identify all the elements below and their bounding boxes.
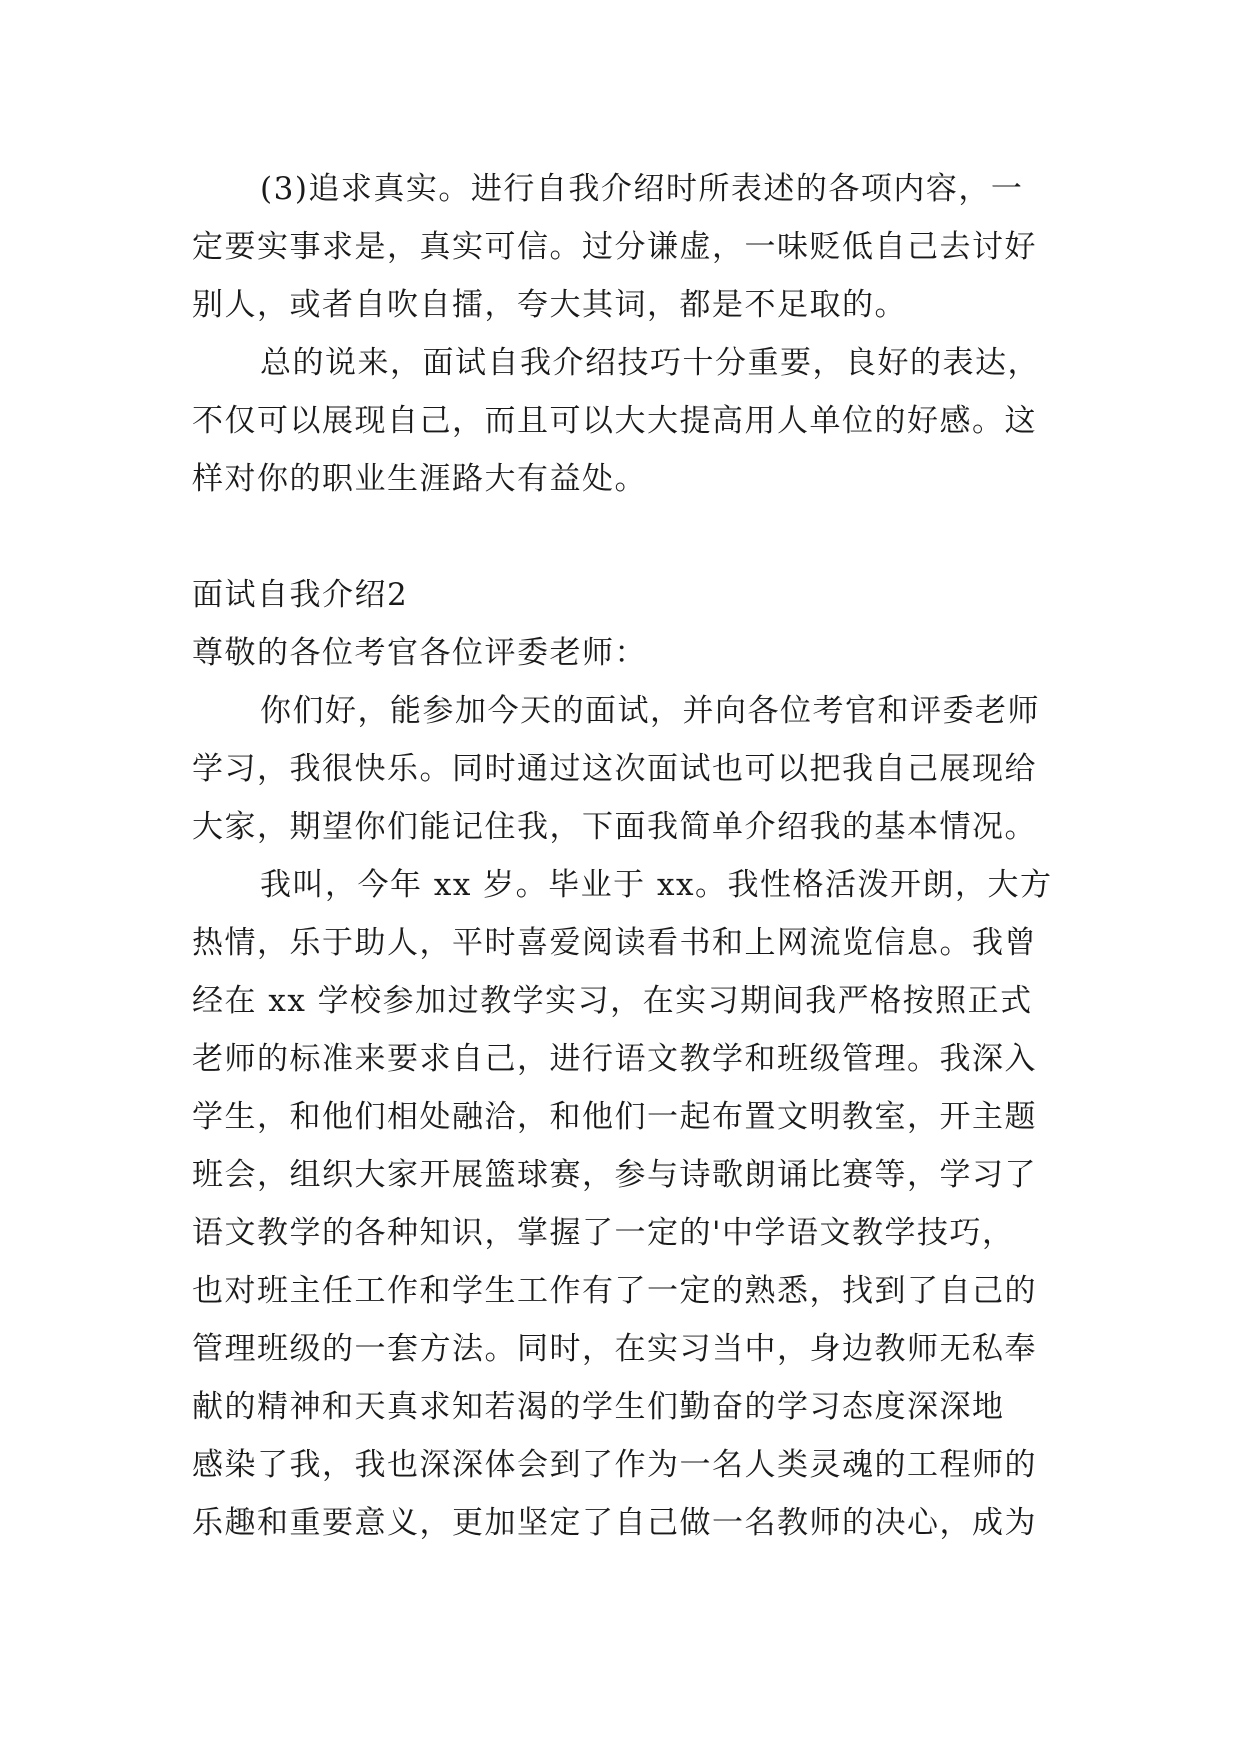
section-title: 面试自我介绍2 — [192, 577, 409, 613]
paragraph-seek-truth — [192, 160, 1052, 334]
text-line: 热情，乐于助人，平时喜爱阅读看书和上网流览信息。我曾 — [192, 925, 1037, 961]
text-line: 感染了我，我也深深体会到了作为一名人类灵魂的工程师的 — [192, 1447, 1037, 1483]
text-line: 学习，我很快乐。同时通过这次面试也可以把我自己展现给 — [192, 751, 1037, 787]
text-line: 语文教学的各种知识，掌握了一定的'中学语文教学技巧， — [192, 1215, 1015, 1251]
text-line: 也对班主任工作和学生工作有了一定的熟悉，找到了自己的 — [192, 1273, 1037, 1309]
text-line: 大家，期望你们能记住我，下面我简单介绍我的基本情况。 — [192, 809, 1037, 845]
text-line: 乐趣和重要意义，更加坚定了自己做一名教师的决心，成为 — [192, 1505, 1037, 1541]
text-line: 班会，组织大家开展篮球赛，参与诗歌朗诵比赛等，学习了 — [192, 1157, 1037, 1193]
text-line: 学生，和他们相处融洽，和他们一起布置文明教室，开主题 — [192, 1099, 1037, 1135]
text-line: (3)追求真实。进行自我介绍时所表述的各项内容，一 — [260, 171, 1024, 207]
text-line: 总的说来，面试自我介绍技巧十分重要，良好的表达， — [260, 345, 1040, 381]
text-line: 定要实事求是，真实可信。过分谦虚，一味贬低自己去讨好 — [192, 229, 1037, 265]
paragraph-self-introduction — [192, 856, 1052, 1552]
document-body — [192, 160, 1052, 1552]
text-line: 不仅可以展现自己，而且可以大大提高用人单位的好感。这 — [192, 403, 1037, 439]
section-spacer — [192, 508, 1052, 566]
text-line: 献的精神和天真求知若渴的学生们勤奋的学习态度深深地 — [192, 1389, 1005, 1425]
text-line: 别人，或者自吹自擂，夸大其词，都是不足取的。 — [192, 287, 907, 323]
text-line: 经在 xx 学校参加过教学实习，在实习期间我严格按照正式 — [192, 983, 1033, 1019]
paragraph-greeting — [192, 682, 1052, 856]
text-line: 样对你的职业生涯路大有益处。 — [192, 461, 647, 497]
text-line: 你们好，能参加今天的面试，并向各位考官和评委老师 — [260, 693, 1040, 729]
salutation: 尊敬的各位考官各位评委老师： — [192, 635, 647, 671]
text-line: 我叫，今年 xx 岁。毕业于 xx。我性格活泼开朗，大方 — [260, 867, 1053, 903]
paragraph-summary — [192, 334, 1052, 508]
text-line: 管理班级的一套方法。同时，在实习当中，身边教师无私奉 — [192, 1331, 1037, 1367]
text-line: 老师的标准来要求自己，进行语文教学和班级管理。我深入 — [192, 1041, 1037, 1077]
